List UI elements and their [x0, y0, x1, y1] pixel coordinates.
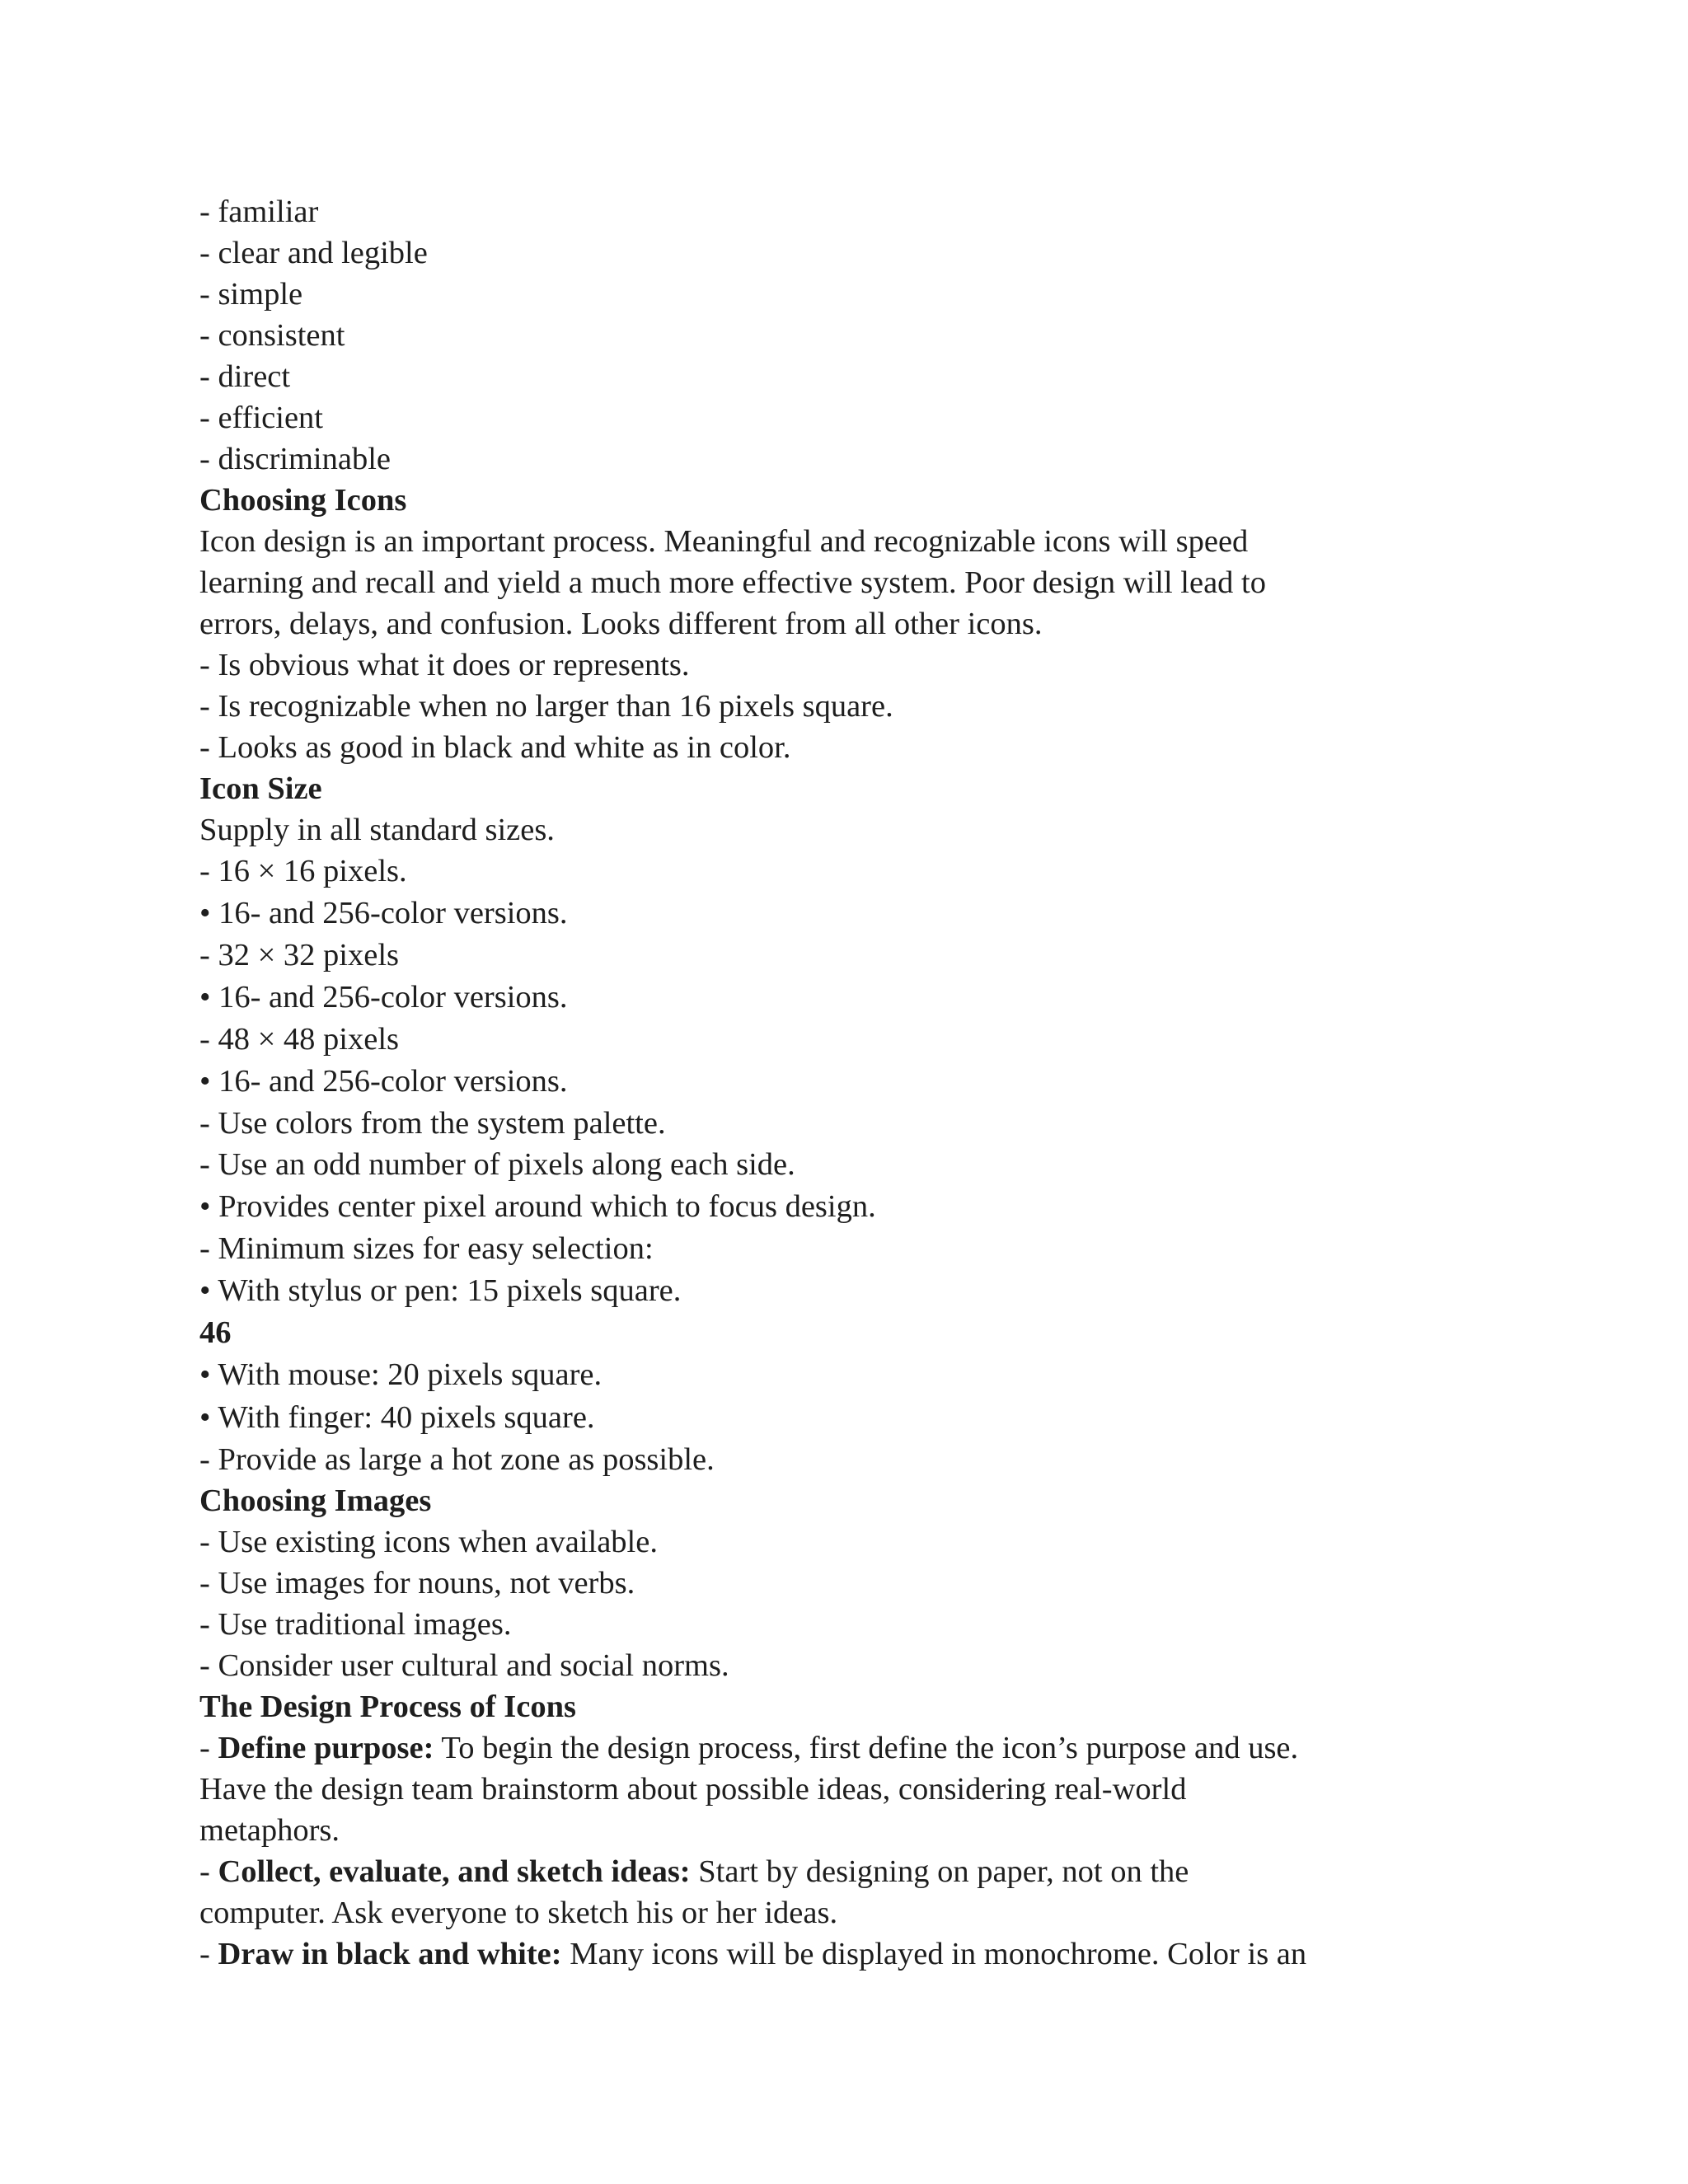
text-line: learning and recall and yield a much more effective system. Poor design will lead to — [199, 565, 1266, 600]
bullet-item: • 16- and 256-color versions. — [199, 1064, 568, 1099]
term-label: Collect, evaluate, and sketch ideas: — [218, 1854, 691, 1889]
text-line: - Looks as good in black and white as in color. — [199, 730, 791, 765]
text-line: - Provide as large a hot zone as possible. — [199, 1442, 715, 1477]
bullet-item: • With finger: 40 pixels square. — [199, 1400, 595, 1435]
term-description: Start by designing on paper, not on the — [690, 1854, 1189, 1889]
list-item-definition — [199, 1851, 1436, 1892]
text-line: - simple — [199, 277, 303, 312]
text-line: - Use an odd number of pixels along each side. — [199, 1147, 795, 1182]
section-heading: Choosing Images — [199, 1483, 432, 1518]
text-line: - 48 × 48 pixels — [199, 1022, 399, 1057]
text-line: - Use traditional images. — [199, 1607, 512, 1642]
term-description: To begin the design process, first define the icon’s purpose and use. — [434, 1731, 1299, 1765]
text-line: - 32 × 32 pixels — [199, 938, 399, 972]
text-line: - Is recognizable when no larger than 16 pixels square. — [199, 689, 893, 724]
bullet-item: • With mouse: 20 pixels square. — [199, 1357, 603, 1392]
list-dash: - — [199, 1854, 218, 1889]
text-line: - discriminable — [199, 442, 391, 476]
document-page — [199, 191, 1436, 1975]
text-line: - Use existing icons when available. — [199, 1525, 658, 1559]
section-heading: The Design Process of Icons — [199, 1690, 576, 1724]
list-dash: - — [199, 1937, 218, 1971]
list-item-definition — [199, 1727, 1436, 1769]
text-line: - Consider user cultural and social norms. — [199, 1648, 729, 1683]
text-line: - Use images for nouns, not verbs. — [199, 1566, 635, 1601]
bullet-item: • Provides center pixel around which to focus design. — [199, 1189, 876, 1224]
list-dash: - — [199, 1731, 218, 1765]
bullet-item: • 16- and 256-color versions. — [199, 980, 568, 1015]
text-line: - clear and legible — [199, 236, 428, 270]
bullet-item: • 16- and 256-color versions. — [199, 896, 568, 930]
text-line: - consistent — [199, 318, 345, 353]
section-heading: Choosing Icons — [199, 483, 407, 518]
term-label: Draw in black and white: — [218, 1937, 562, 1971]
text-line: errors, delays, and confusion. Looks different from all other icons. — [199, 607, 1043, 641]
term-description: Many icons will be displayed in monochrome. Color is an — [561, 1937, 1307, 1971]
text-line: - direct — [199, 359, 291, 394]
section-heading: 46 — [199, 1315, 232, 1350]
text-line: metaphors. — [199, 1813, 340, 1848]
text-line: - 16 × 16 pixels. — [199, 854, 407, 888]
section-heading: Icon Size — [199, 771, 322, 806]
text-line: computer. Ask everyone to sketch his or her ideas. — [199, 1896, 838, 1930]
text-line: - efficient — [199, 401, 323, 435]
text-line: - Is obvious what it does or represents. — [199, 648, 690, 682]
text-line: - Minimum sizes for easy selection: — [199, 1231, 654, 1266]
text-line: Supply in all standard sizes. — [199, 813, 555, 847]
text-line: - Use colors from the system palette. — [199, 1106, 666, 1141]
list-item-definition — [199, 1933, 1436, 1975]
text-line: - familiar — [199, 194, 319, 229]
term-label: Define purpose: — [218, 1731, 434, 1765]
bullet-item: • With stylus or pen: 15 pixels square. — [199, 1273, 682, 1308]
text-line: Icon design is an important process. Meaningful and recognizable icons will speed — [199, 524, 1249, 559]
text-line: Have the design team brainstorm about possible ideas, considering real-world — [199, 1772, 1187, 1807]
